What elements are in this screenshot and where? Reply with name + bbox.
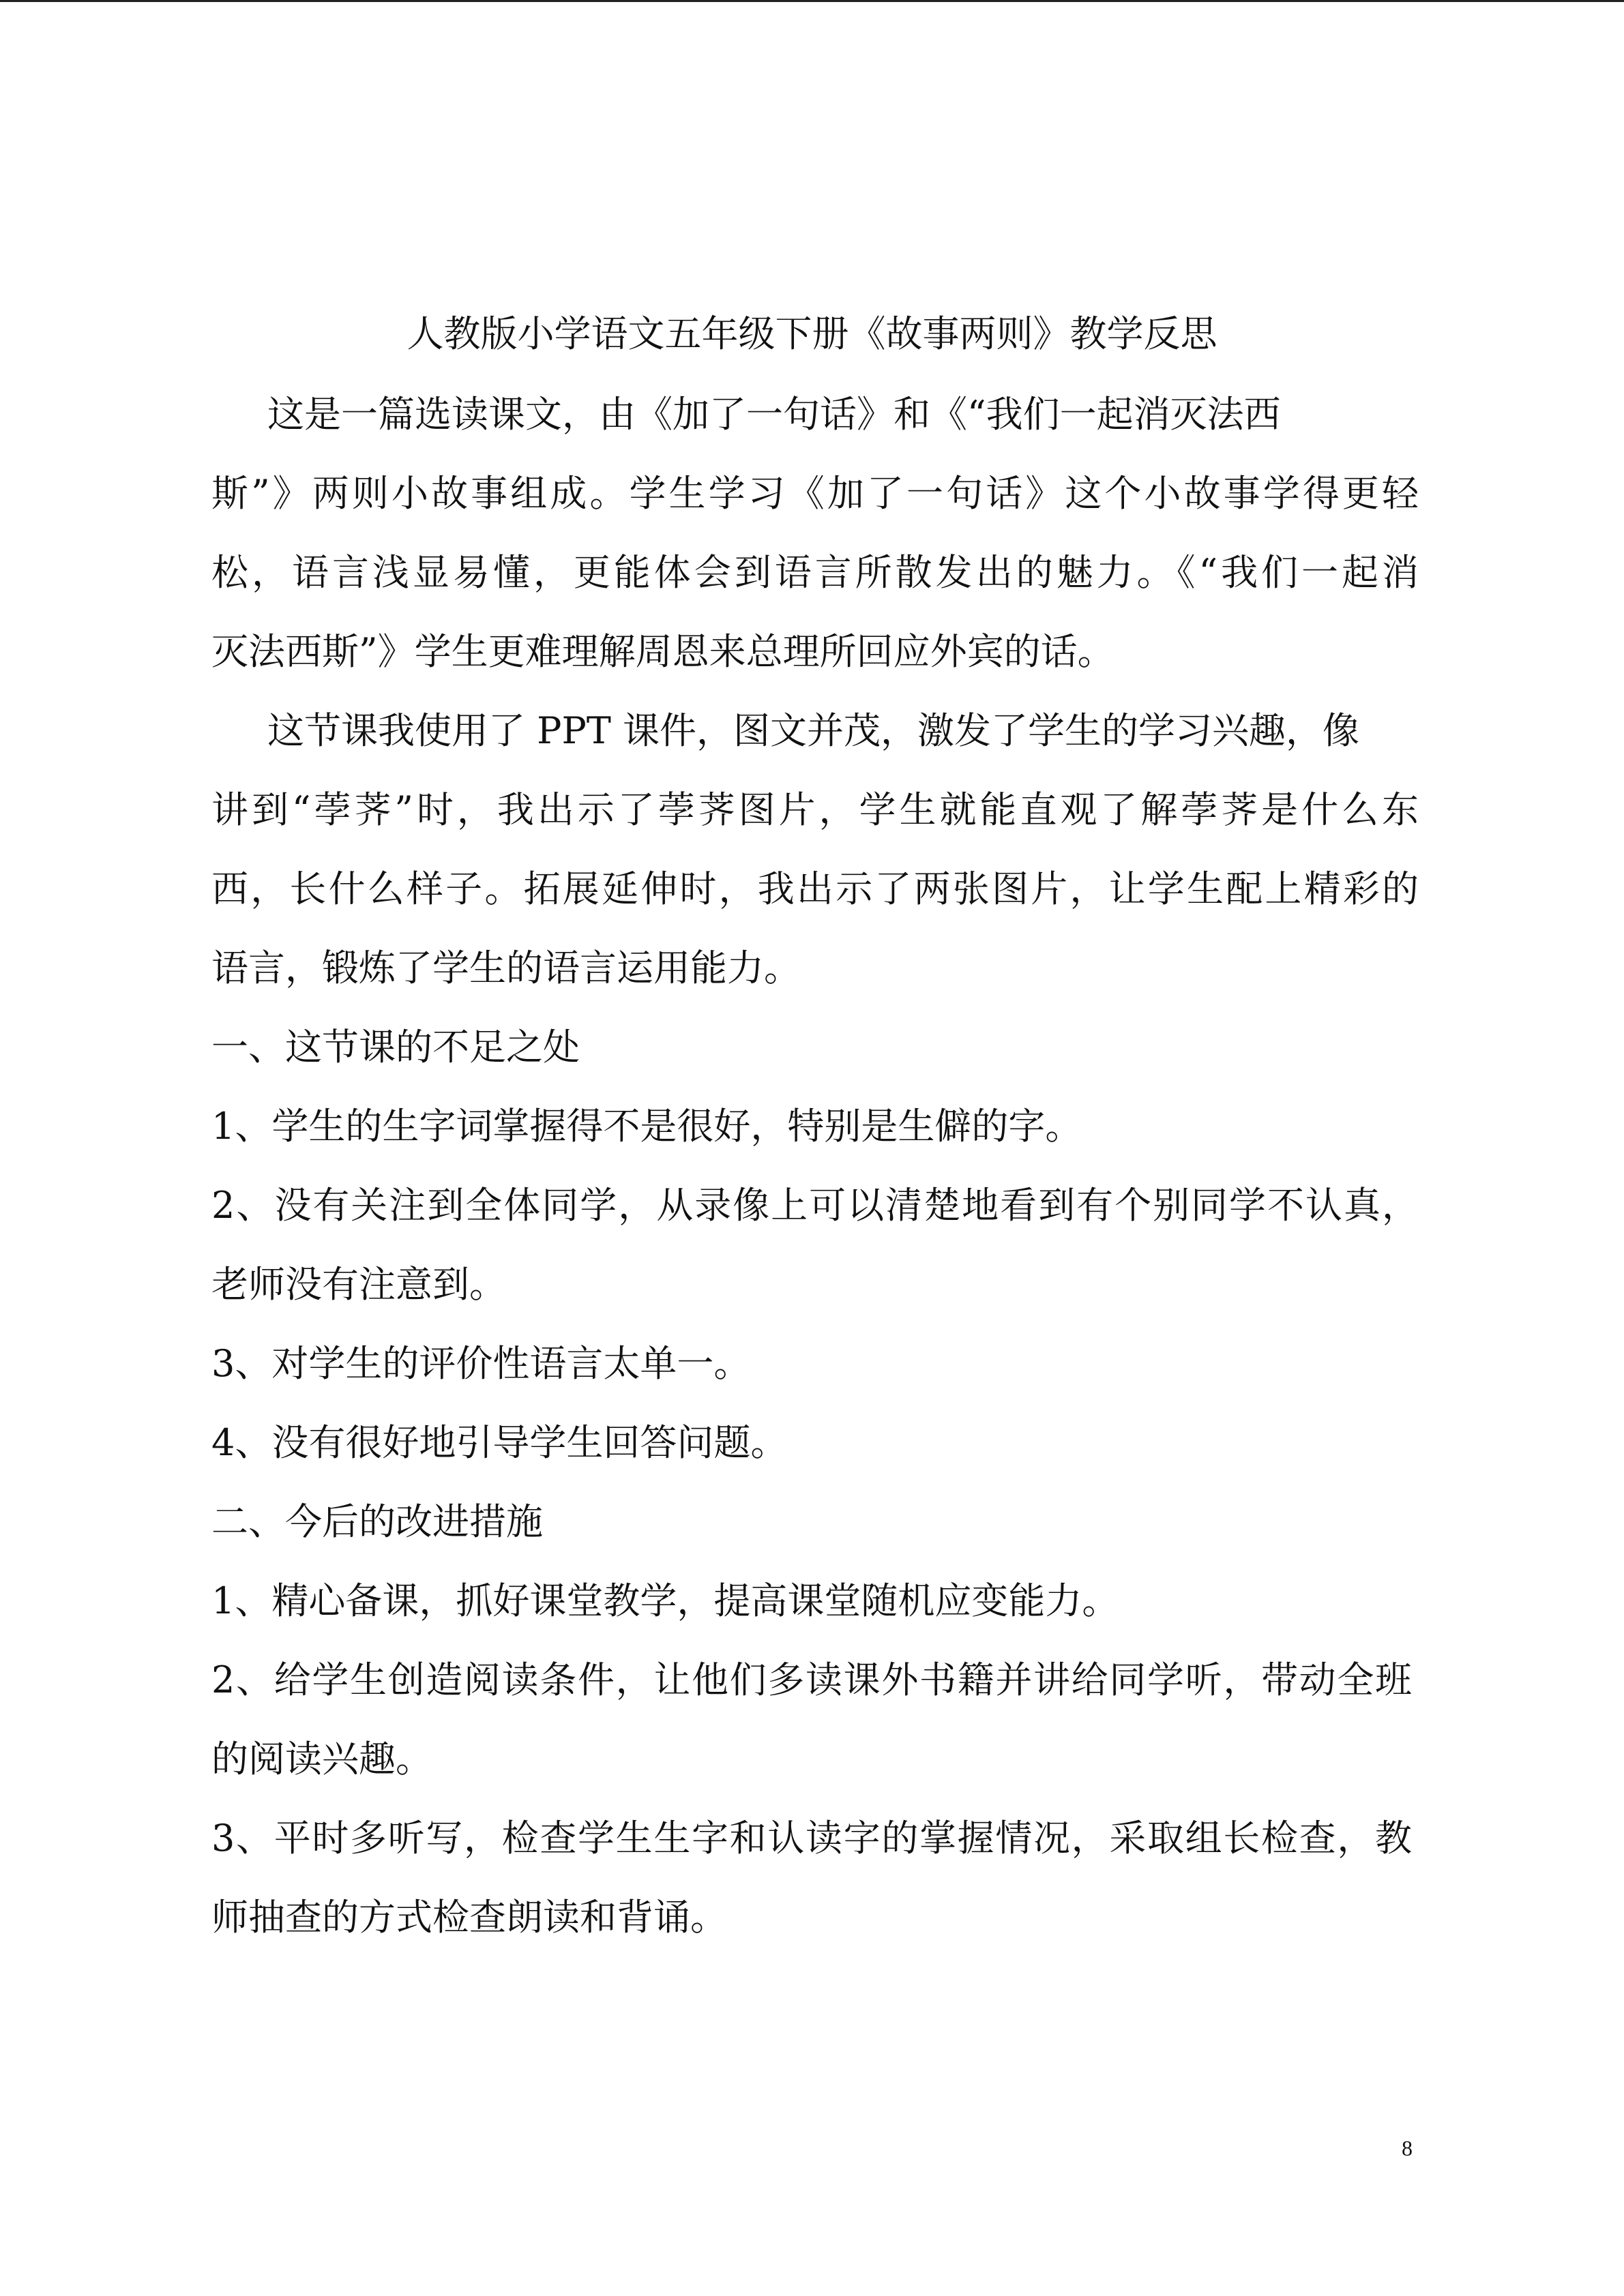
page-number: 8	[1402, 2136, 1413, 2160]
section1-item2-line1: 2、没有关注到全体同学，从录像上可以清楚地看到有个别同学不认真，	[211, 1184, 1419, 1227]
section1-item1: 1、学生的生字词掌握得不是很好，特别是生僻的字。	[211, 1105, 1082, 1148]
section2-item1: 1、精心备课，抓好课堂教学，提高课堂随机应变能力。	[211, 1579, 1119, 1622]
paragraph2-line4: 语言，锻炼了学生的语言运用能力。	[211, 946, 801, 989]
section2-heading: 二、今后的改进措施	[211, 1500, 543, 1543]
section1-item2-line2: 老师没有注意到。	[211, 1263, 506, 1306]
document-title: 人教版小学语文五年级下册《故事两则》教学反思	[407, 312, 1217, 355]
section1-item3: 3、对学生的评价性语言太单一。	[211, 1342, 751, 1385]
paragraph2-line3: 西，长什么样子。拓展延伸时，我出示了两张图片，让学生配上精彩的	[211, 867, 1419, 910]
section1-item4: 4、没有很好地引导学生回答问题。	[211, 1421, 788, 1464]
paragraph2-line1: 这节课我使用了 PPT 课件，图文并茂，激发了学生的学习兴趣，像	[267, 709, 1360, 752]
paragraph1-line2: 斯”》两则小故事组成。学生学习《加了一句话》这个小故事学得更轻	[211, 472, 1419, 515]
section2-item2-line1: 2、给学生创造阅读条件，让他们多读课外书籍并讲给同学听，带动全班	[211, 1658, 1412, 1701]
section2-item3-line2: 师抽查的方式检查朗读和背诵。	[211, 1896, 727, 1939]
paragraph2-line2: 讲到“荸荠”时，我出示了荸荠图片，学生就能直观了解荸荠是什么东	[211, 788, 1419, 831]
paragraph1-line4: 灭法西斯”》学生更难理解周恩来总理所回应外宾的话。	[211, 630, 1114, 673]
section2-item3-line1: 3、平时多听写，检查学生生字和认读字的掌握情况，采取组长检查，教	[211, 1817, 1412, 1860]
section2-item2-line2: 的阅读兴趣。	[211, 1738, 432, 1780]
paragraph1-line3: 松，语言浅显易懂，更能体会到语言所散发出的魅力。《“我们一起消	[211, 551, 1419, 594]
paragraph1-line1: 这是一篇选读课文，由《加了一句话》和《“我们一起消灭法西	[267, 393, 1281, 436]
top-border-line	[0, 0, 1624, 2]
section1-heading: 一、这节课的不足之处	[211, 1026, 580, 1069]
